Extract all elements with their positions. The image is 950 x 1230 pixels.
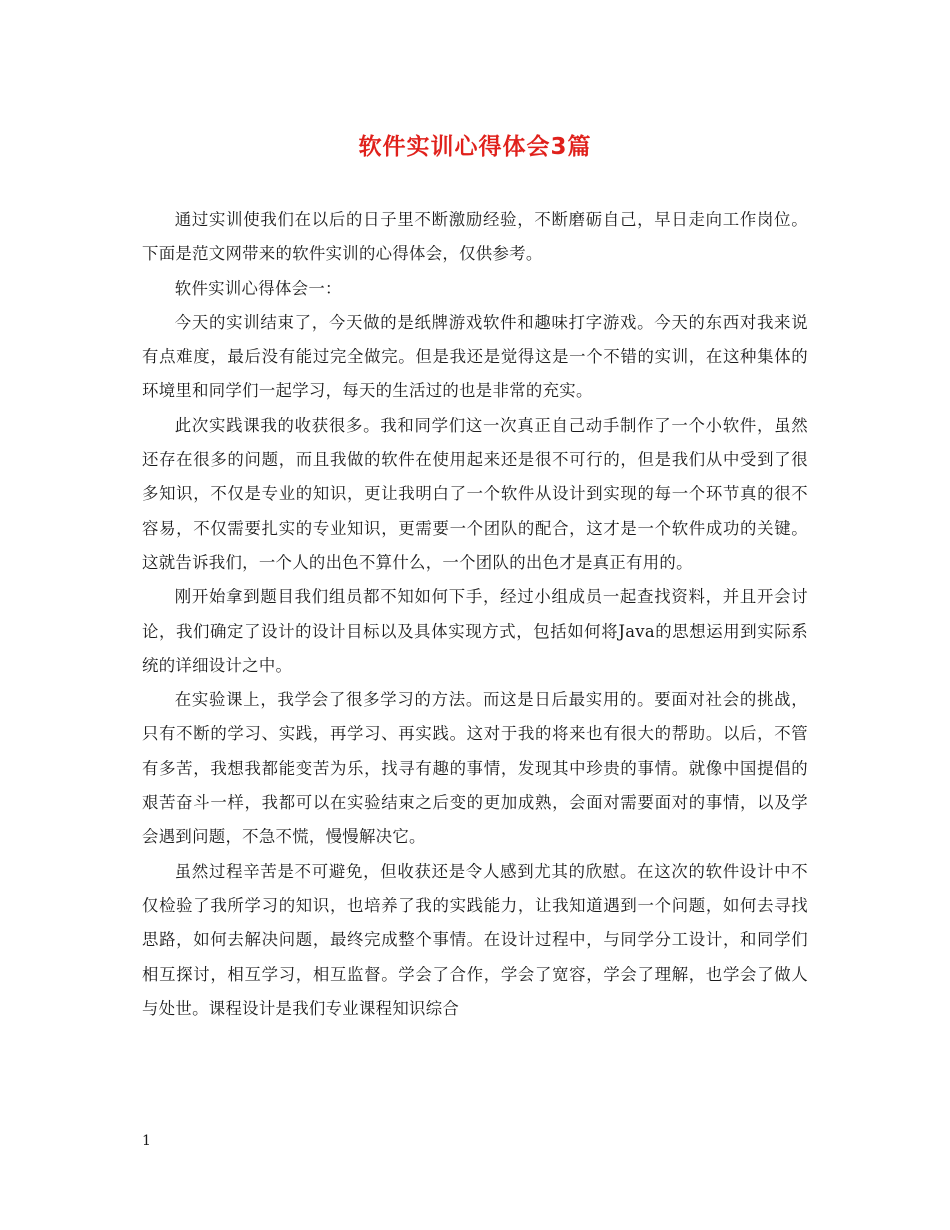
paragraph: 今天的实训结束了，今天做的是纸牌游戏软件和趣味打字游戏。今天的东西对我来说有点难度，最后没有能过完全做完。但是我还是觉得这是一个不错的实训，在这种集体的环境里和同学们一起学习，每天的生活过的也是非常的充实。 xyxy=(142,312,808,401)
paragraph-intro: 通过实训使我们在以后的日子里不断激励经验，不断磨砺自己，早日走向工作岗位。下面是范文网带来的软件实训的心得体会，仅供参考。 xyxy=(142,210,808,264)
paragraph: 此次实践课我的收获很多。我和同学们这一次真正自己动手制作了一个小软件，虽然还存在很多的问题，而且我做的软件在使用起来还是很不可行的，但是我们从中受到了很多知识，不仅是专业的知识，更让我明白了一个软件从设计到实现的每一个环节真的很不容易，不仅需要扎实的专业知识，更需要一个团队的配合，这才是一个软件成功的关键。这就告诉我们，一个人的出色不算什么，一个团队的出色才是真正有用的。 xyxy=(142,415,808,572)
document-body xyxy=(142,203,808,1026)
document-title: 软件实训心得体会3篇 xyxy=(358,134,592,160)
paragraph: 刚开始拿到题目我们组员都不知如何下手，经过小组成员一起查找资料，并且开会讨论，我们确定了设计的设计目标以及具体实现方式，包括如何将Java的思想运用到实际系统的详细设计之中。 xyxy=(142,587,808,675)
paragraph-section-heading: 软件实训心得体会一： xyxy=(174,278,342,298)
paragraph: 在实验课上，我学会了很多学习的方法。而这是日后最实用的。要面对社会的挑战，只有不断的学习、实践，再学习、再实践。这对于我的将来也有很大的帮助。以后，不管有多苦，我想我都能变苦为乐，找寻有趣的事情，发现其中珍贵的事情。就像中国提倡的艰苦奋斗一样，我都可以在实验结束之后变的更加成熟，会面对需要面对的事情，以及学会遇到问题，不急不慌，慢慢解决它。 xyxy=(142,690,808,847)
paragraph: 虽然过程辛苦是不可避免，但收获还是令人感到尤其的欣慰。在这次的软件设计中不仅检验了我所学习的知识，也培养了我的实践能力，让我知道遇到一个问题，如何去寻找思路，如何去解决问题，最终完成整个事情。在设计过程中，与同学分工设计，和同学们相互探讨，相互学习，相互监督。学会了合作，学会了宽容，学会了理解，也学会了做人与处世。课程设计是我们专业课程知识综合 xyxy=(142,861,808,1018)
page-number: 1 xyxy=(142,1133,151,1149)
